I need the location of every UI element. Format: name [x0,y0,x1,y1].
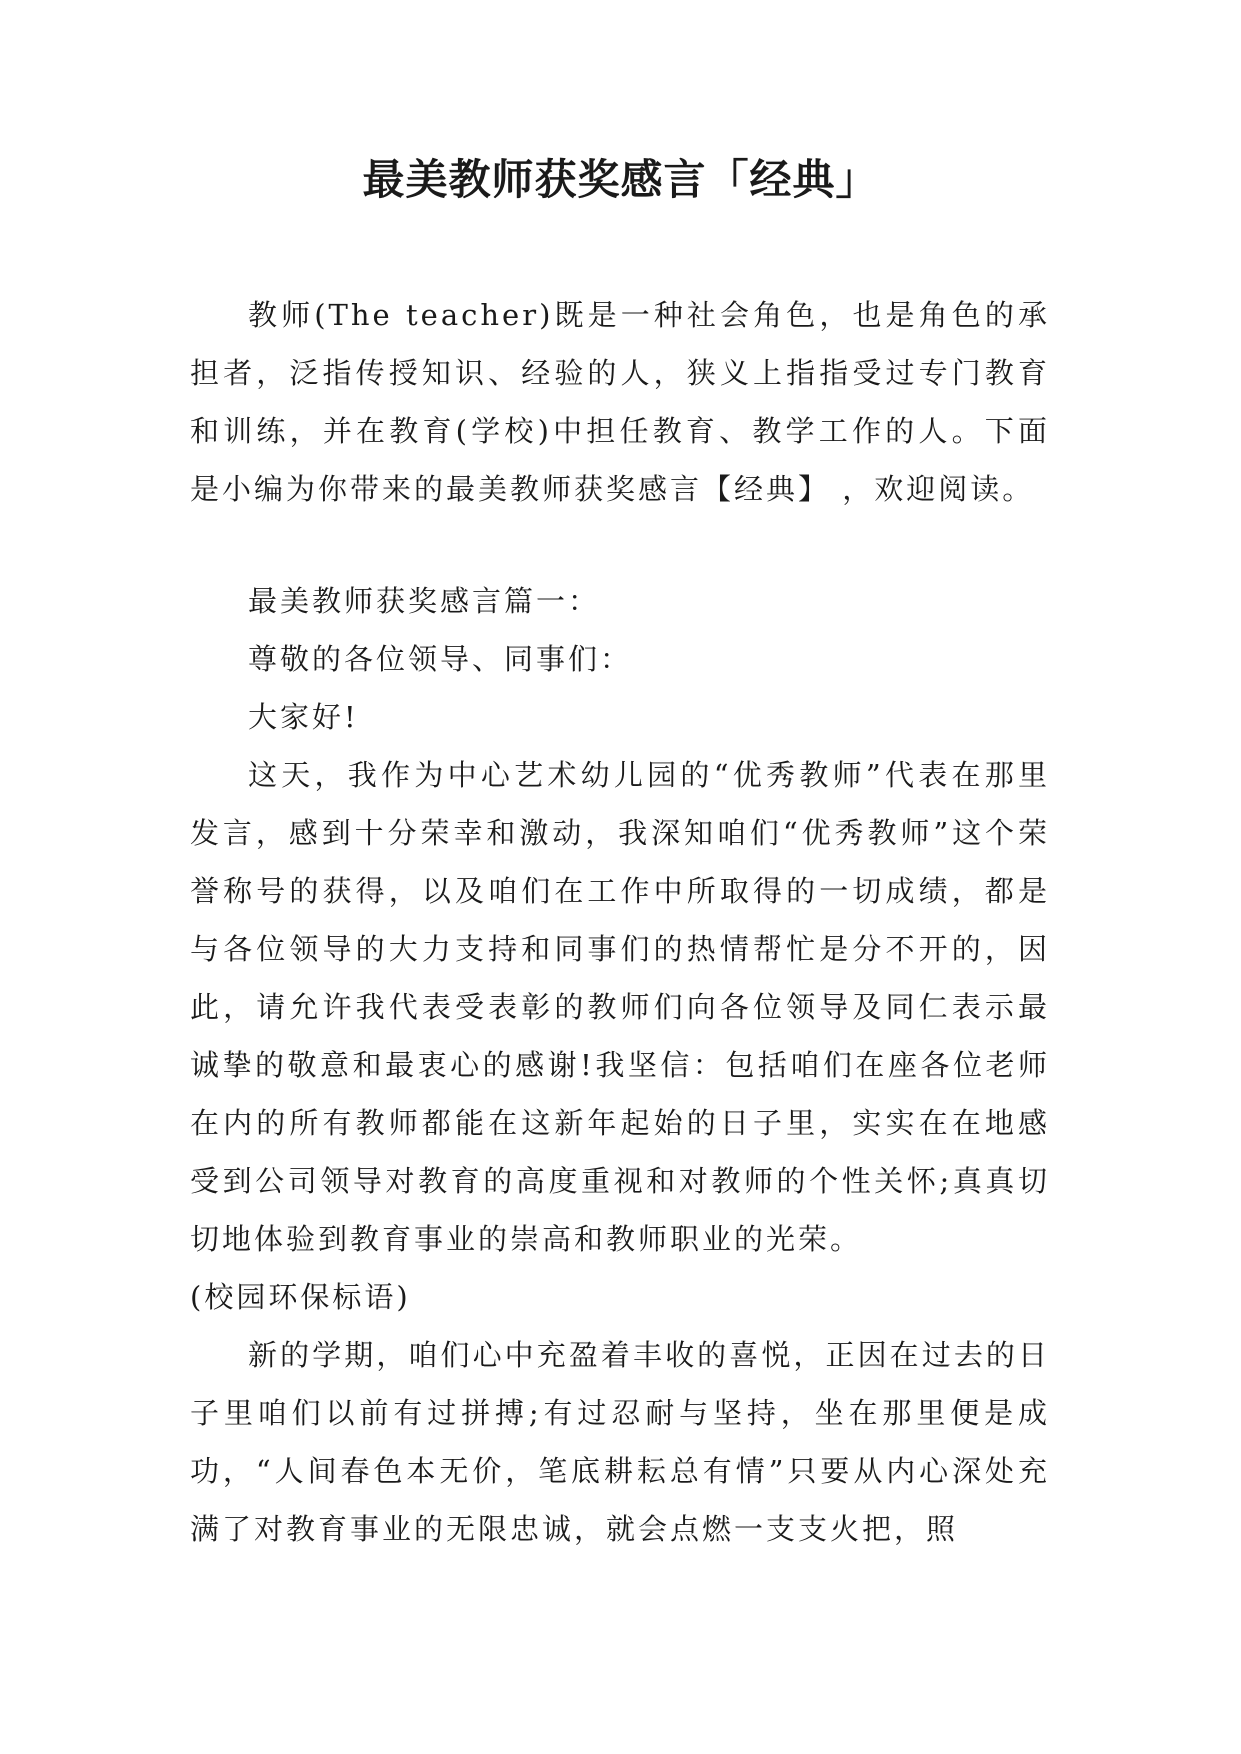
document-title: 最美教师获奖感言「经典」 [362,155,879,204]
greeting: 大家好! [248,700,359,734]
body-paragraph: (校园环保标语) [190,1280,411,1314]
intro-paragraph: 教师(The teacher)既是一种社会角色，也是角色的承担者，泛指传授知识、经验的人，狭义上指指受过专门教育和训练，并在教育(学校)中担任教育、教学工作的人。下面是小编为你带来的最美教师获奖感言【经典】 ，欢迎阅读。 [190,298,1050,506]
content-block [190,572,1050,1558]
body-paragraph: 这天，我作为中心艺术幼儿园的“优秀教师”代表在那里发言，感到十分荣幸和激动，我深知咱们“优秀教师”这个荣誉称号的获得，以及咱们在工作中所取得的一切成绩，都是与各位领导的大力支持和同事们的热情帮忙是分不开的，因此，请允许我代表受表彰的教师们向各位领导及同仁表示最诚挚的敬意和最衷心的感谢!我坚信：包括咱们在座各位老师在内的所有教师都能在这新年起始的日子里，实实在在地感受到公司领导对教育的高度重视和对教师的个性关怀;真真切切地体验到教育事业的崇高和教师职业的光荣。 [190,758,1050,1256]
body-paragraph: 新的学期，咱们心中充盈着丰收的喜悦，正因在过去的日子里咱们以前有过拼搏;有过忍耐与坚持，坐在那里便是成功，“人间春色本无价，笔底耕耘总有情”只要从内心深处充满了对教育事业的无限忠诚，就会点燃一支支火把，照 [190,1338,1050,1546]
section-heading: 最美教师获奖感言篇一： [248,584,601,618]
salutation: 尊敬的各位领导、同事们： [248,642,633,676]
intro-block [190,286,1050,518]
